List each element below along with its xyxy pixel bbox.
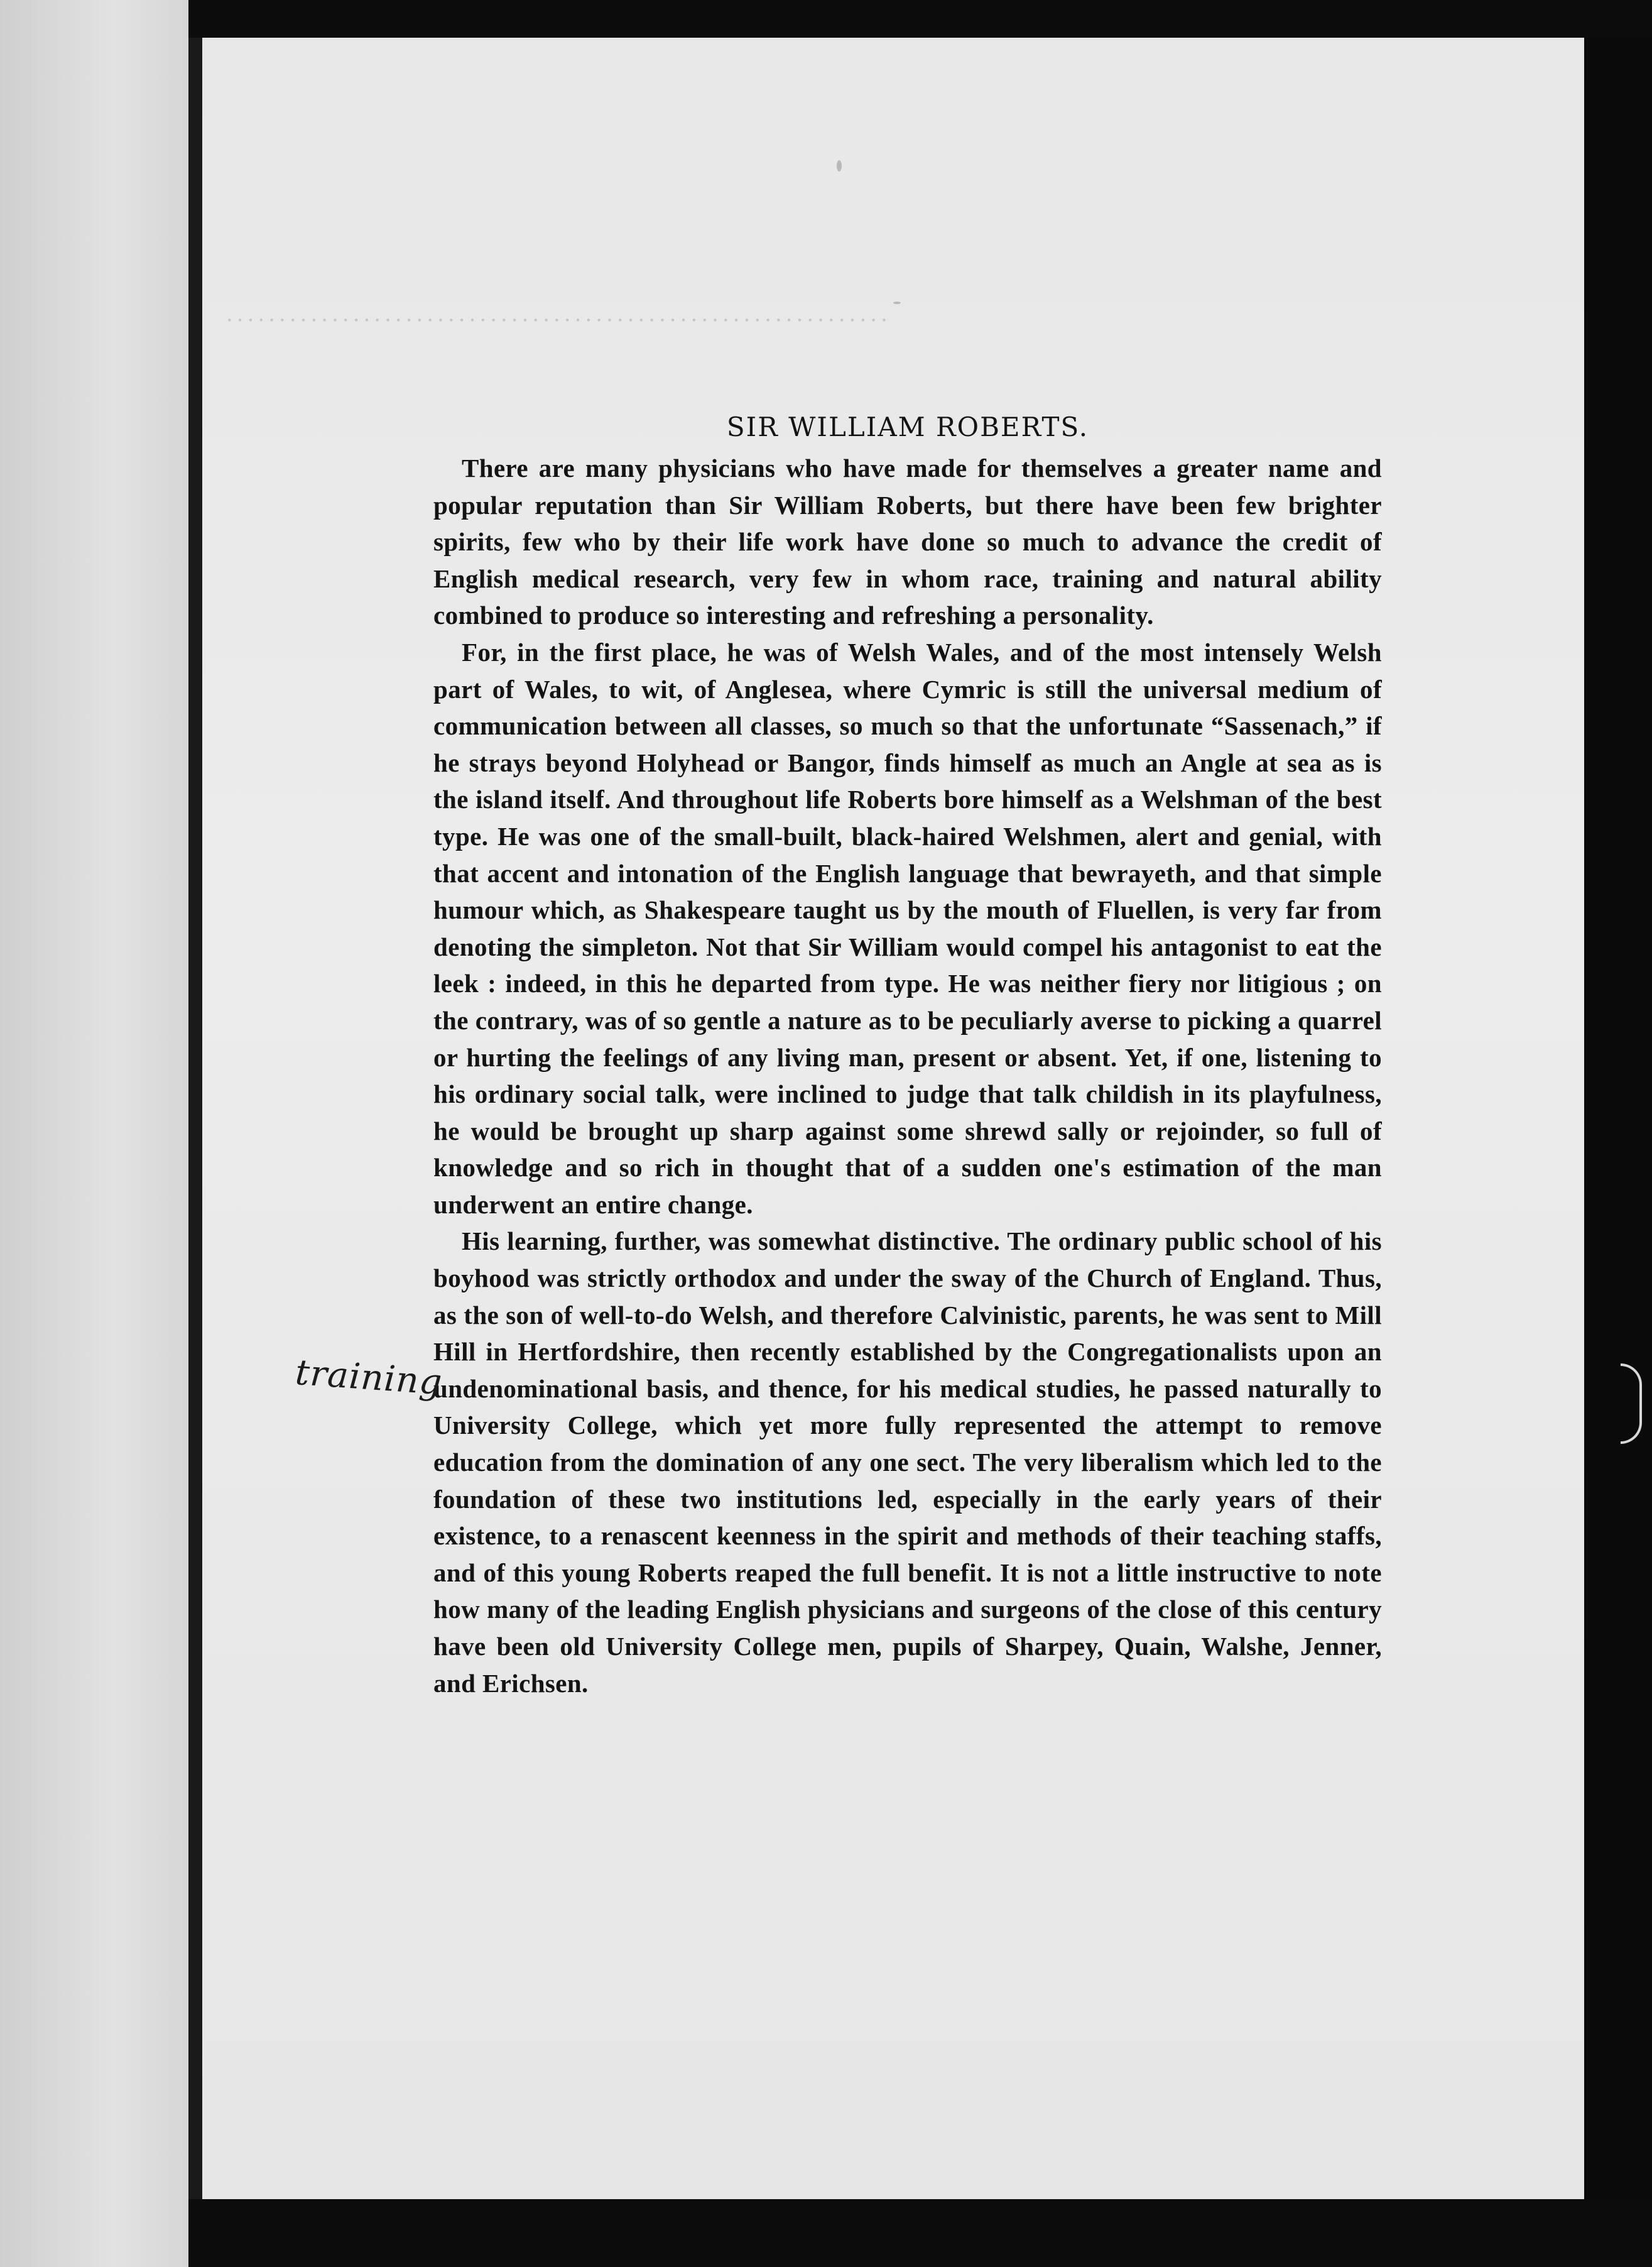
scan-border [1584, 38, 1652, 2199]
article-title: SIR WILLIAM ROBERTS. [726, 412, 1089, 442]
handwritten-margin-note: training [294, 1352, 444, 1404]
ink-speck [837, 160, 842, 172]
show-through-text: ······························································· [226, 308, 891, 333]
article [433, 412, 1382, 1702]
paragraph-3: His learning, further, was somewhat distinctive. The ordinary public school of his boyhood was strictly orthodox and under the sway of the Church of England. Thus, as the son of well-to-do Welsh, and therefore Calvinistic, parents, he was sent to Mill Hill in Hertfordshire, then recently established by the Congregationalists upon an undenominational basis, and thence, for his medical studies, he passed naturally to University College, which yet more fully represented the attempt to remove education from the domination of any one sect. The very liberalism which led to the foundation of these two institutions led, especially in the early years of their existence, to a renascent keenness in the spirit and methods of their teaching staffs, and of this young Roberts reaped the full benefit. It is not a little instructive to note how many of the leading English physicians and surgeons of the close of this century have been old University College men, pupils of Sharpey, Quain, Walshe, Jenner, and Erichsen. [433, 1226, 1382, 1698]
paragraph-2: For, in the first place, he was of Welsh Wales, and of the most intensely Welsh part of Wales, to wit, of Anglesea, where Cymric is still the universal medium of communication between all classes, so much so that the unfortunate “Sassenach,” if he strays beyond Holyhead or Bangor, finds himself as much an Angle at sea as is the island itself. And throughout life Roberts bore himself as a Welshman of the best type. He was one of the small-built, black-haired Welshmen, alert and genial, with that accent and intonation of the English language that bewrayeth, and that simple humour which, as Shakespeare taught us by the mouth of Fluellen, is very far from denoting the simpleton. Not that Sir William would compel his antagonist to eat the leek : indeed, in this he departed from type. He was neither fiery nor litigious ; on the contrary, was of so gentle a nature as to be peculiarly averse to picking a quarrel or hurting the feelings of any living man, present or absent. Yet, if one, listening to his ordinary social talk, were inclined to judge that talk childish in its playfulness, he would be brought up sharp against some shrewd sally or rejoinder, so full of knowledge and so rich in thought that of a sudden one's estimation of the man underwent an entire change. [433, 637, 1382, 1219]
facing-page-edge [0, 0, 188, 2267]
ink-speck [893, 302, 901, 304]
scan-artifact-bracket [1621, 1363, 1642, 1444]
paragraph-1: There are many physicians who have made for themselves a greater name and popular reputation than Sir William Roberts, but there have been few brighter spirits, few who by their life work have done so much to advance the credit of English medical research, very few in whom race, training and natural ability combined to produce so interesting and refreshing a personality. [433, 454, 1382, 630]
page-gutter [188, 38, 202, 2199]
